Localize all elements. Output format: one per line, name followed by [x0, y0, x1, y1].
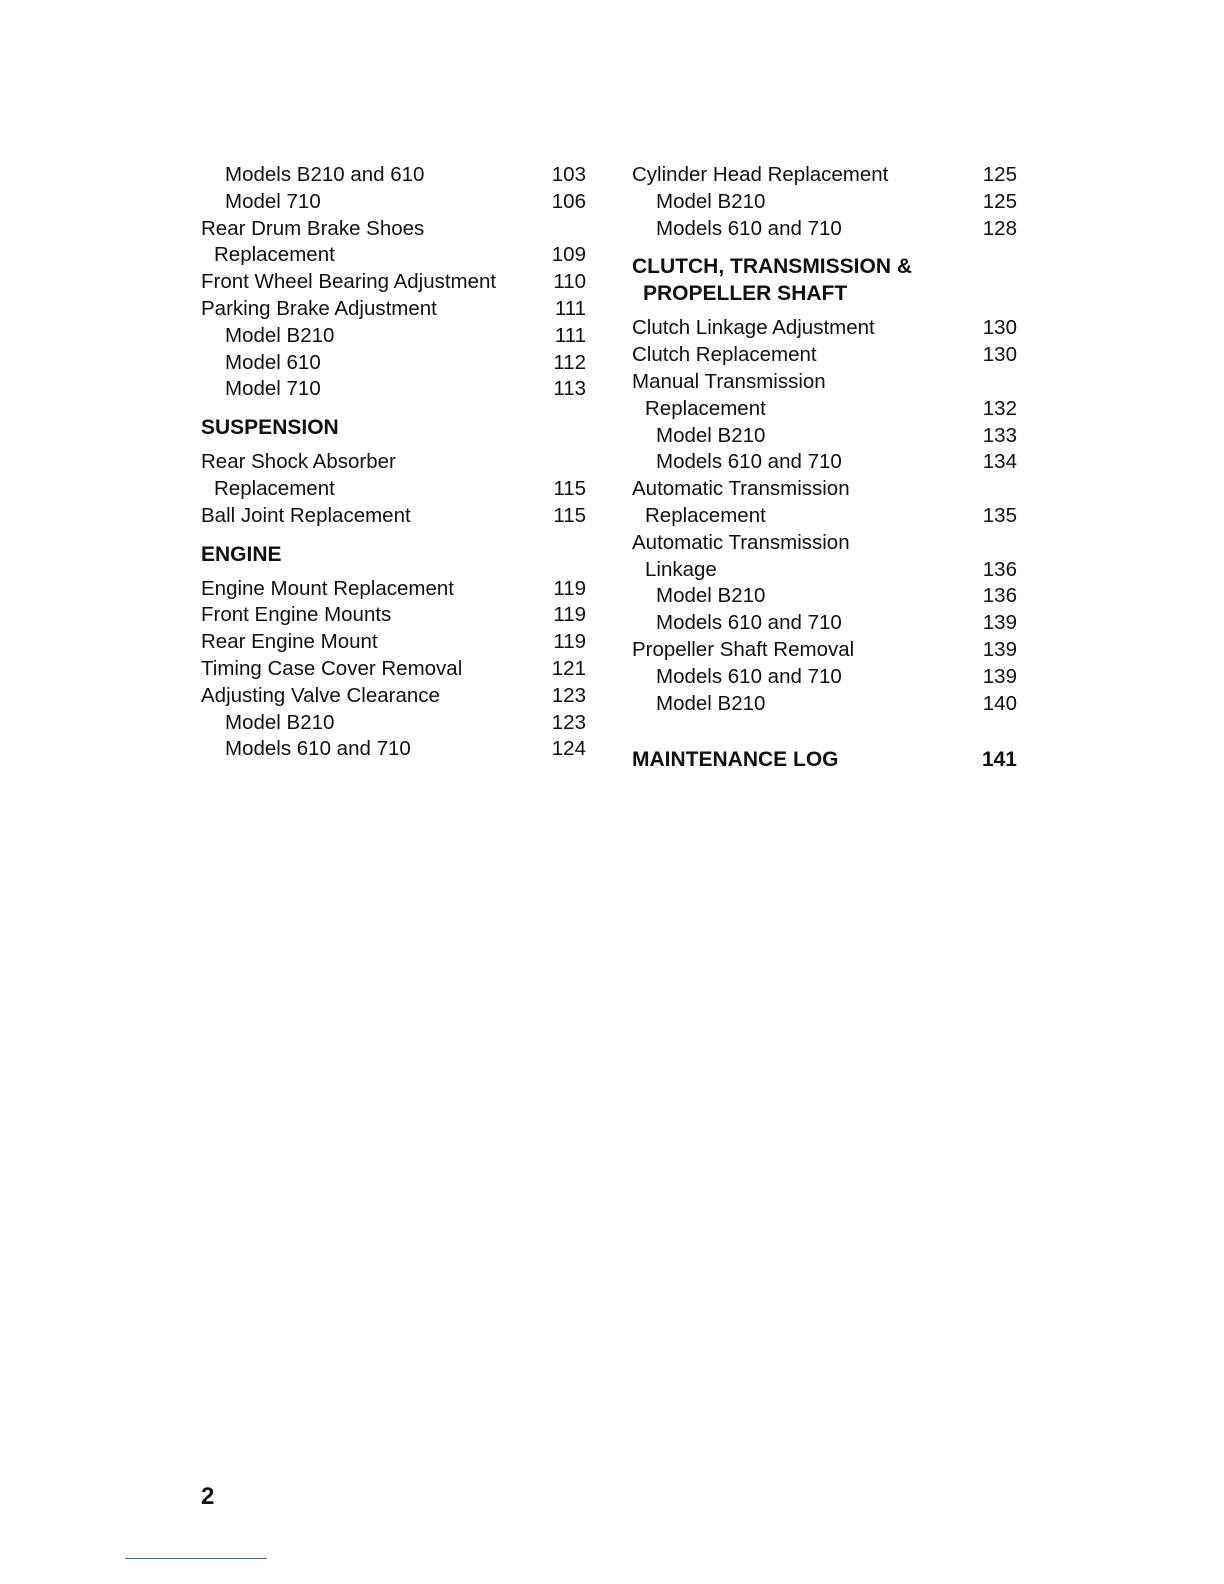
toc-entry [201, 476, 586, 503]
entry-title: Replacement [645, 503, 766, 527]
entry-title: Rear Engine Mount [201, 630, 378, 654]
toc-entry [632, 637, 1017, 664]
toc-entry [201, 629, 586, 656]
entry-title: Replacement [214, 476, 335, 500]
entry-page-number: 110 [553, 270, 586, 294]
entry-title: Manual Transmission [632, 369, 826, 393]
entry-title: Parking Brake Adjustment [201, 296, 437, 320]
entry-page-number: 130 [982, 316, 1017, 340]
entry-page-number: 125 [982, 163, 1017, 186]
toc-subentry [632, 449, 1017, 476]
entry-title: Linkage [645, 557, 717, 581]
section-heading-text: ENGINE [201, 542, 282, 566]
entry-page-number: 111 [554, 323, 586, 347]
entry-title: Model 710 [225, 377, 321, 401]
entry-title: Model B210 [225, 323, 335, 347]
entry-title: Models B210 and 610 [225, 163, 425, 186]
entry-page-number: 139 [982, 664, 1017, 688]
toc-subentry [201, 323, 586, 350]
entry-title: Model B210 [656, 691, 766, 715]
entry-title: Clutch Linkage Adjustment [632, 316, 875, 340]
entry-page-number: 133 [982, 423, 1017, 447]
toc-entry [632, 557, 1017, 584]
toc-subentry [201, 376, 586, 403]
entry-page-number: 132 [982, 396, 1017, 420]
toc-entry [632, 476, 1017, 503]
entry-title: Cylinder Head Replacement [632, 163, 889, 186]
entry-title: Clutch Replacement [632, 343, 817, 367]
toc-subentry [201, 162, 586, 189]
toc-subentry [201, 710, 586, 737]
entry-title: Adjusting Valve Clearance [201, 683, 440, 707]
section-heading-text-line2: PROPELLER SHAFT [643, 282, 848, 306]
toc-entry [201, 216, 586, 243]
toc-right-column [632, 162, 1017, 781]
toc-subentry [632, 610, 1017, 637]
entry-title: Automatic Transmission [632, 477, 850, 501]
section-heading [201, 541, 586, 568]
toc-subentry [201, 736, 586, 763]
toc-entry [632, 530, 1017, 557]
section-heading [632, 746, 1017, 773]
toc-entry [632, 162, 1017, 189]
entry-title: Engine Mount Replacement [201, 576, 454, 600]
toc-subentry [201, 350, 586, 377]
entry-title: Ball Joint Replacement [201, 503, 411, 527]
section-gap [632, 717, 1017, 735]
toc-subentry [632, 583, 1017, 610]
entry-title: Model B210 [656, 423, 766, 447]
entry-title: Front Wheel Bearing Adjustment [201, 270, 497, 294]
section-heading [632, 253, 1017, 307]
entry-title: Models 610 and 710 [656, 450, 842, 474]
entry-title: Models 610 and 710 [225, 737, 411, 761]
entry-page-number: 119 [553, 630, 586, 654]
entry-page-number: 109 [551, 243, 586, 267]
section-heading [201, 414, 586, 441]
section-heading-text: CLUTCH, TRANSMISSION & [632, 255, 912, 279]
entry-page-number: 139 [982, 611, 1017, 635]
entry-title: Model B210 [225, 710, 335, 734]
entry-page-number: 123 [551, 710, 586, 734]
section-heading-text: SUSPENSION [201, 416, 339, 440]
entry-title: Models 610 and 710 [656, 611, 842, 635]
entry-page-number: 139 [982, 637, 1017, 661]
toc-entry [201, 449, 586, 476]
toc-subentry [632, 423, 1017, 450]
toc-subentry [201, 189, 586, 216]
toc-entry [201, 576, 586, 603]
entry-page-number: 134 [982, 450, 1017, 474]
entry-page-number: 130 [982, 343, 1017, 367]
entry-title: Models 610 and 710 [656, 216, 842, 240]
entry-title: Rear Drum Brake Shoes [201, 216, 425, 240]
entry-page-number: 111 [554, 296, 586, 320]
toc-entry [201, 296, 586, 323]
entry-page-number: 106 [551, 189, 586, 213]
toc-entry [632, 369, 1017, 396]
entry-page-number: 103 [551, 163, 586, 186]
entry-page-number: 115 [553, 476, 586, 500]
toc-entry [632, 342, 1017, 369]
toc-subentry [632, 664, 1017, 691]
entry-page-number: 123 [551, 683, 586, 707]
toc-subentry [632, 189, 1017, 216]
entry-page-number: 136 [982, 584, 1017, 608]
entry-title: Timing Case Cover Removal [201, 656, 463, 680]
entry-title: Replacement [645, 396, 766, 420]
toc-left-column [201, 162, 586, 763]
entry-title: Model 710 [225, 189, 321, 213]
entry-page-number: 140 [982, 691, 1017, 715]
entry-page-number: 119 [553, 576, 586, 600]
entry-page-number: 121 [551, 656, 586, 680]
section-heading-text: MAINTENANCE LOG [632, 748, 839, 772]
entry-title: Rear Shock Absorber [201, 450, 396, 474]
entry-page-number: 124 [551, 737, 586, 761]
entry-page-number: 136 [982, 557, 1017, 581]
entry-title: Models 610 and 710 [656, 664, 842, 688]
entry-title: Model 610 [225, 350, 321, 374]
toc-entry [632, 396, 1017, 423]
toc-entry [201, 656, 586, 683]
entry-page-number: 135 [982, 503, 1017, 527]
entry-page-number: 125 [982, 189, 1017, 213]
page-number: 2 [201, 1483, 215, 1510]
entry-page-number: 119 [553, 603, 586, 627]
entry-title: Model B210 [656, 189, 766, 213]
toc-subentry [632, 691, 1017, 718]
entry-title: Replacement [214, 243, 335, 267]
entry-title: Propeller Shaft Removal [632, 637, 855, 661]
toc-entry [201, 602, 586, 629]
entry-title: Model B210 [656, 584, 766, 608]
toc-entry [201, 683, 586, 710]
entry-page-number: 113 [553, 377, 586, 401]
entry-page-number: 112 [553, 350, 586, 374]
toc-entry [201, 242, 586, 269]
toc-subentry [632, 216, 1017, 243]
toc-entry [201, 503, 586, 530]
section-page-number: 141 [981, 748, 1017, 772]
entry-page-number: 128 [982, 216, 1017, 240]
entry-title: Automatic Transmission [632, 530, 850, 554]
bottom-rule [125, 1558, 267, 1559]
toc-entry [201, 269, 586, 296]
toc-entry [632, 315, 1017, 342]
entry-title: Front Engine Mounts [201, 603, 392, 627]
entry-page-number: 115 [553, 503, 586, 527]
toc-entry [632, 503, 1017, 530]
